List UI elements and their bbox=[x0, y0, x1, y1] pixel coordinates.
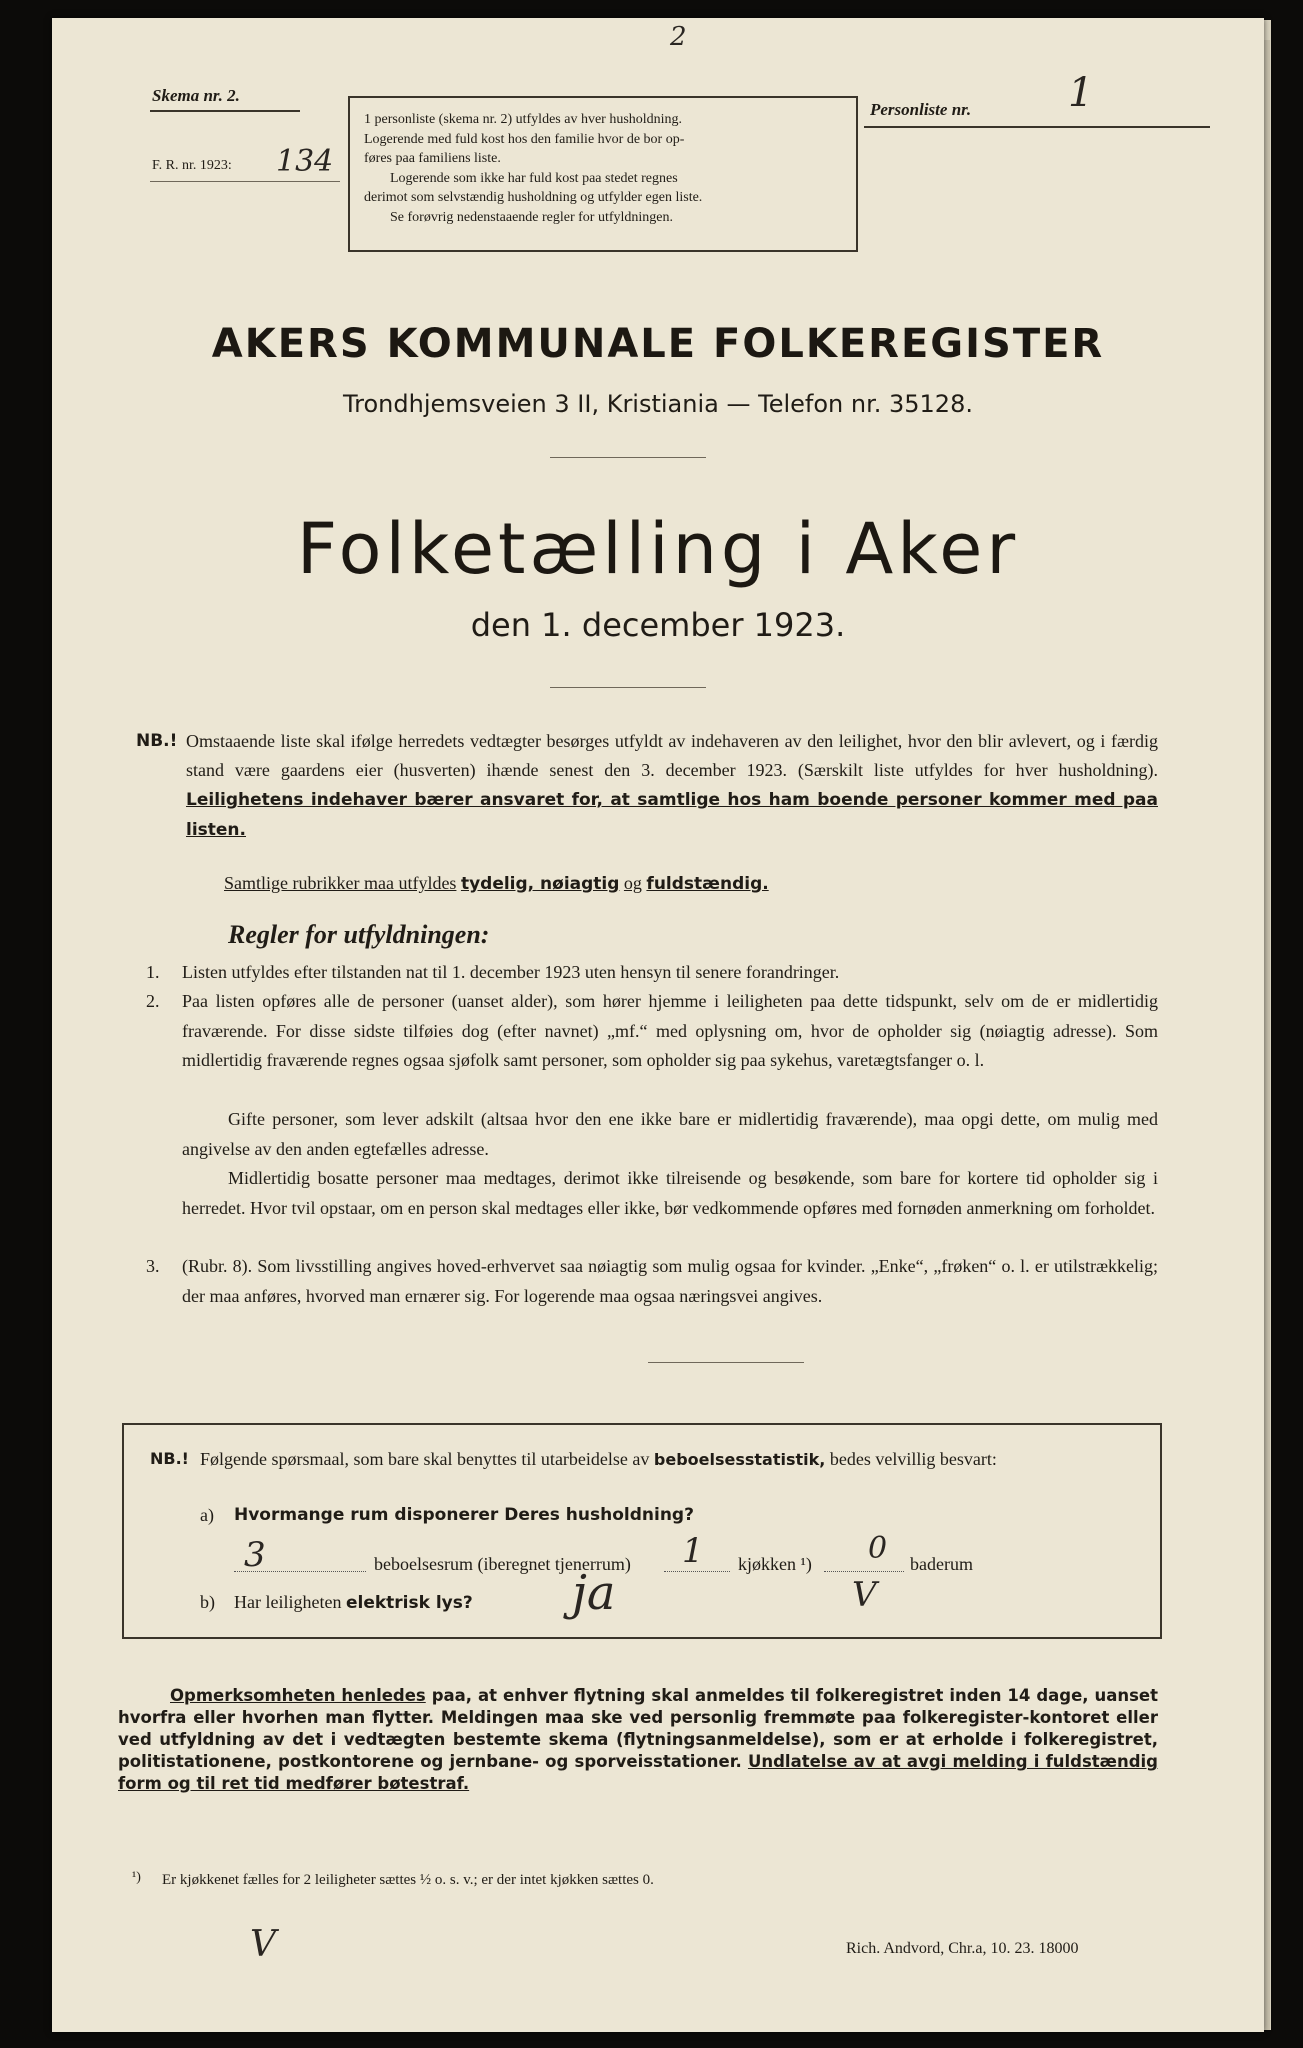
nb-label: NB.! bbox=[136, 731, 178, 751]
top-pencil-mark: 2 bbox=[670, 22, 687, 52]
rule-number: 3. bbox=[146, 1256, 160, 1276]
footnote-mark: ¹) bbox=[132, 1870, 141, 1885]
main-title: Folketælling i Aker bbox=[296, 508, 1020, 590]
box-line: 1 personliste (skema nr. 2) utfyldes av hver husholdning. bbox=[364, 112, 683, 127]
kitchen-label: kjøkken ¹) bbox=[738, 1554, 812, 1574]
nb-responsibility: Leilighetens indehaver bærer ansvaret for, at samtlige hos ham boende personer kommer med paa listen. bbox=[186, 790, 1158, 840]
skema-underline bbox=[150, 110, 300, 112]
personliste-label: Personliste nr. bbox=[870, 100, 972, 119]
bottom-check-mark: V bbox=[250, 1924, 276, 1965]
box-line: Se forøvrig nedenstaaende regler for utfyldningen. bbox=[390, 209, 674, 225]
kitchen-dots bbox=[664, 1571, 730, 1573]
instruction-box bbox=[348, 96, 858, 252]
housing-statistics-box bbox=[122, 1423, 1162, 1639]
moving-notice bbox=[118, 1685, 1158, 1795]
personliste-underline bbox=[864, 126, 1210, 128]
nb-line2-bold2: fuldstændig. bbox=[646, 874, 769, 894]
notice-text: paa, at enhver flytning skal anmeldes til folkeregistret inden 14 dage, uanset hvorfra eller hvorhen man flytter. Meldingen maa ske ved personlig fremmøte paa folkeregister-kontoret eller ved utfyldning av det i vedtægten bestemte skema (flytningsanmeldelse), som er at erholde i folkeregistret, politistationene, postkontorene og jernbane- og sporveisstationer. bbox=[118, 1686, 1159, 1771]
pencil-check-mark: V bbox=[852, 1575, 877, 1615]
kitchen-value-handwritten: 1 bbox=[682, 1531, 704, 1571]
nb-line2-bold: tydelig, nøiagtig bbox=[460, 874, 620, 894]
nb-line2-text: Samtlige rubrikker maa utfyldes bbox=[224, 873, 457, 893]
rule-number: 2. bbox=[146, 991, 160, 1011]
bath-label: baderum bbox=[910, 1554, 973, 1574]
divider bbox=[550, 457, 706, 458]
personliste-number-handwritten: 1 bbox=[1068, 70, 1094, 116]
box-line: Logerende som ikke har fuld kost paa stedet regnes bbox=[390, 170, 678, 186]
box-line: føres paa familiens liste. bbox=[364, 151, 501, 166]
rules-heading: Regler for utfyldningen: bbox=[228, 920, 490, 949]
divider bbox=[648, 1362, 804, 1363]
nb-line2 bbox=[224, 869, 769, 899]
nb-text: Omstaaende liste skal ifølge herredets vedtægter besørges utfyldt av indehaveren av den leilighet, hvor den blir avlevert, og i færdig stand være gaardens eier (husverten) ihænde senest den 3. december 1923. (Særskilt liste utfyldes for hver husholdning). bbox=[186, 731, 1158, 780]
rule-text: Gifte personer, som lever adskilt (altsaa hvor den ene ikke bare er midlertidig fraværende), maa opgi dette, om mulig med angivelse av den anden egtefælles adresse. bbox=[182, 1109, 1158, 1159]
rooms-label: beboelsesrum (iberegnet tjenerrum) bbox=[374, 1554, 631, 1574]
box-line: Logerende med fuld kost hos den familie hvor de bor op- bbox=[364, 131, 685, 147]
rule-text: Listen utfyldes efter tilstanden nat til 1. december 1923 uten hensyn til senere forandringer. bbox=[182, 962, 840, 982]
question-b-text: Har leiligheten bbox=[234, 1592, 342, 1612]
nb2-intro-b: beboelsesstatistik, bbox=[653, 1450, 826, 1469]
fr-number-handwritten: 134 bbox=[276, 144, 334, 179]
notice-lead: Opmerksomheten henledes bbox=[170, 1686, 426, 1705]
fr-label: F. R. nr. 1923: bbox=[152, 158, 232, 173]
org-address: Trondhjemsveien 3 II, Kristiania — Telefon nr. 35128. bbox=[343, 390, 973, 418]
notice-penalty: Undlatelse av at avgi melding i fuldstændig form og til ret tid medfører bøtestraf. bbox=[118, 1752, 1158, 1793]
census-form-page bbox=[52, 18, 1264, 2032]
question-b-bold: elektrisk lys? bbox=[345, 1593, 473, 1613]
question-b bbox=[234, 1588, 473, 1618]
rooms-value-handwritten: 3 bbox=[244, 1535, 266, 1575]
question-a: Hvormange rum disponerer Deres husholdning? bbox=[234, 1505, 694, 1525]
rule-text: Midlertidig bosatte personer maa medtages, derimot ikke tilreisende og besøkende, som bare for kortere tid opholder sig i herredet. Hvor tvil opstaar, om en person skal medtages eller ikke, bør vedkommende opføres med fornøden anmerkning om forholdet. bbox=[182, 1168, 1158, 1218]
bath-value-handwritten: 0 bbox=[868, 1531, 888, 1566]
printer-imprint: Rich. Andvord, Chr.a, 10. 23. 18000 bbox=[846, 1940, 1079, 1957]
nb2-intro bbox=[200, 1445, 1130, 1474]
rule-text: Paa listen opføres alle de personer (uanset alder), som hører hjemme i leiligheten paa dette tidspunkt, selv om de er midlertidig fraværende. For disse sidste tilføies dog (efter navnet) „mf.“ med oplysning om, hvor de opholder sig (nøiagtig adresse). Som midlertidig fraværende regnes ogsaa sjøfolk samt personer, som opholder sig paa sykehus, varetægtsfanger o. l. bbox=[182, 991, 1158, 1070]
org-title: AKERS KOMMUNALE FOLKEREGISTER bbox=[211, 321, 1105, 367]
rule-number: 1. bbox=[146, 962, 160, 982]
box-line: derimot som selvstændig husholdning og utfylder egen liste. bbox=[364, 190, 703, 205]
footnote-text: Er kjøkkenet fælles for 2 leiligheter sættes ½ o. s. v.; er der intet kjøkken sættes 0. bbox=[162, 1872, 654, 1888]
nb-paragraph bbox=[186, 727, 1158, 845]
skema-label: Skema nr. 2. bbox=[152, 86, 240, 105]
rule-text: (Rubr. 8). Som livsstilling angives hoved-erhvervet saa nøiagtig som mulig ogsaa for kvinder. „Enke“, „frøken“ o. l. er utilstrækkelig; der maa anføres, hvorved man ernærer sig. For logerende maa ogsaa næringsvei angives. bbox=[182, 1256, 1158, 1306]
question-a-label: a) bbox=[200, 1505, 214, 1525]
nb2-intro-a: Følgende spørsmaal, som bare skal benyttes til utarbeidelse av bbox=[200, 1449, 650, 1469]
rooms-dots bbox=[234, 1571, 366, 1573]
fr-underline bbox=[150, 181, 340, 182]
divider bbox=[550, 687, 706, 688]
bath-dots bbox=[824, 1571, 904, 1573]
nb-line2-and: og bbox=[623, 873, 642, 893]
nb2-intro-c: bedes velvillig besvart: bbox=[829, 1449, 997, 1469]
electric-answer-handwritten: ja bbox=[572, 1565, 616, 1621]
census-date: den 1. december 1923. bbox=[470, 606, 846, 644]
question-b-label: b) bbox=[200, 1592, 215, 1612]
nb2-label: NB.! bbox=[150, 1449, 189, 1468]
